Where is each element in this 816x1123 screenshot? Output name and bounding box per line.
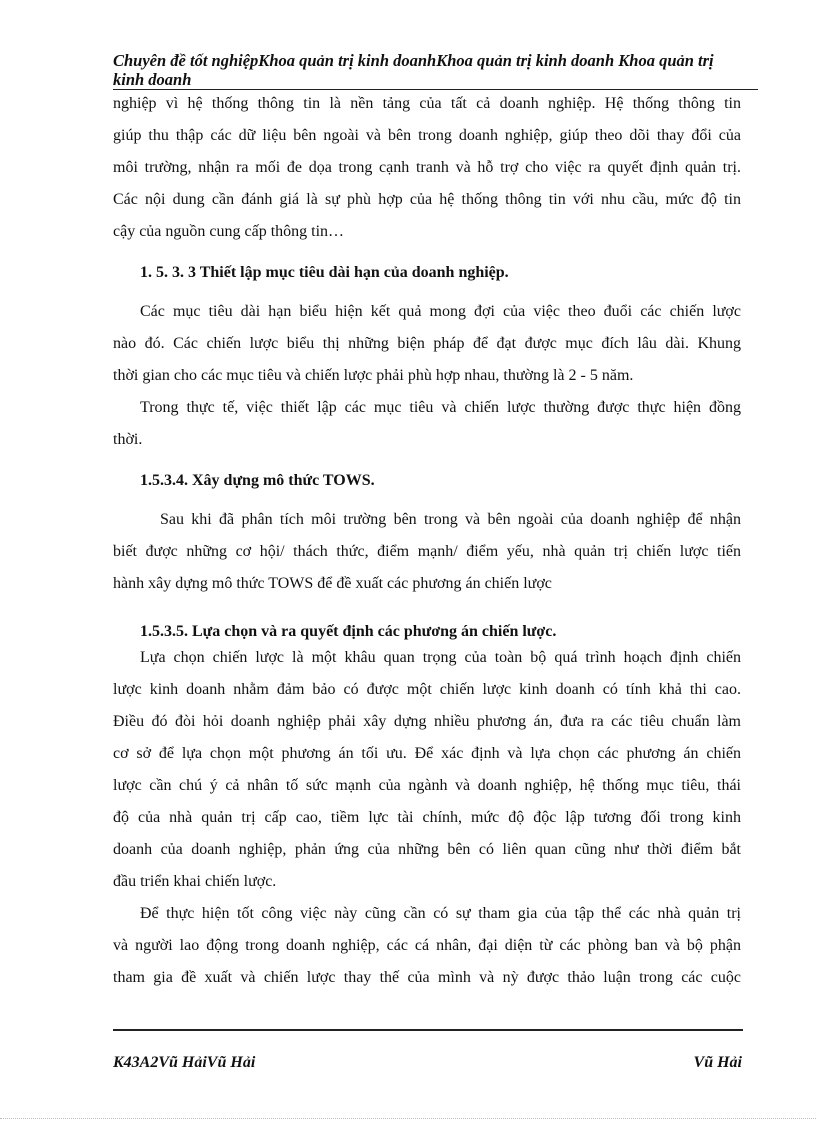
section-heading: 1.5.3.5. Lựa chọn và ra quyết định các phương án chiến lược. — [140, 623, 557, 640]
paragraph-line: nào đó. Các chiến lược biểu thị những biện pháp để đạt được mục đích lâu dài. Khung — [113, 335, 741, 352]
page-header — [113, 51, 758, 90]
paragraph-line: Lựa chọn chiến lược là một khâu quan trọng của toàn bộ quá trình hoạch định chiến — [140, 649, 741, 666]
paragraph-line: Điều đó đòi hỏi doanh nghiệp phải xây dựng nhiều phương án, đưa ra các tiêu chuẩn làm — [113, 713, 741, 730]
paragraph-line: và người lao động trong doanh nghiệp, các cá nhân, đại diện từ các phòng ban và bộ phận — [113, 937, 741, 954]
paragraph-line: nghiệp vì hệ thống thông tin là nền tảng của tất cả doanh nghiệp. Hệ thống thông tin — [113, 95, 741, 112]
header-title-line2: kinh doanh — [113, 70, 192, 89]
paragraph-line: thời gian cho các mục tiêu và chiến lược phải phù hợp nhau, thường là 2 - 5 năm. — [113, 367, 634, 384]
paragraph-line: Để thực hiện tốt công việc này cũng cần có sự tham gia của tập thể các nhà quản trị — [140, 905, 741, 922]
header-title-line1: Chuyên đề tốt nghiệpKhoa quản trị kinh doanhKhoa quản trị kinh doanh Khoa quản trị — [113, 51, 714, 70]
paragraph-line: Các nội dung cần đánh giá là sự phù hợp của hệ thống thông tin với nhu cầu, mức độ tin — [113, 191, 741, 208]
paragraph-line: Sau khi đã phân tích môi trường bên trong và bên ngoài của doanh nghiệp để nhận — [160, 511, 741, 528]
paragraph-line: doanh của doanh nghiệp, phản ứng của những bên có liên quan cũng như thời điểm bắt — [113, 841, 741, 858]
paragraph-line: cơ sở để lựa chọn một phương án tối ưu. Để xác định và lựa chọn các phương án chiến — [113, 745, 741, 762]
paragraph-line: Trong thực tế, việc thiết lập các mục tiêu và chiến lược thường được thực hiện đồng — [140, 399, 741, 416]
paragraph-line: môi trường, nhận ra mối đe dọa trong cạnh tranh và hỗ trợ cho việc ra quyết định quản trị. — [113, 159, 741, 176]
section-heading: 1.5.3.4. Xây dựng mô thức TOWS. — [140, 472, 375, 489]
paragraph-line: độ của nhà quản trị cấp cao, tiềm lực tài chính, mức độ độc lập tương đối trong kinh — [113, 809, 741, 826]
footer-left-text: K43A2Vũ HảiVũ Hải — [113, 1054, 256, 1071]
footer-divider — [113, 1029, 743, 1031]
paragraph-line: Các mục tiêu dài hạn biểu hiện kết quả mong đợi của việc theo đuổi các chiến lược — [140, 303, 741, 320]
paragraph-line: lược cần chú ý cả nhân tố sức mạnh của ngành và doanh nghiệp, hệ thống mục tiêu, thái — [113, 777, 741, 794]
paragraph-line: tham gia đề xuất và chiến lược thay thế của mình và nỳ được thảo luận trong các cuộc — [113, 969, 741, 986]
section-heading: 1. 5. 3. 3 Thiết lập mục tiêu dài hạn của doanh nghiệp. — [140, 264, 509, 281]
paragraph-line: hành xây dựng mô thức TOWS để đề xuất các phương án chiến lược — [113, 575, 552, 592]
paragraph-line: thời. — [113, 431, 143, 448]
page-bottom-edge — [0, 1118, 816, 1119]
paragraph-line: cậy của nguồn cung cấp thông tin… — [113, 223, 345, 240]
footer-right-text: Vũ Hải — [693, 1054, 742, 1071]
paragraph-line: đầu triển khai chiến lược. — [113, 873, 277, 890]
paragraph-line: lược kinh doanh nhằm đảm bảo có được một chiến lược kinh doanh có tính khả thi cao. — [113, 681, 741, 698]
paragraph-line: giúp thu thập các dữ liệu bên ngoài và bên trong doanh nghiệp, giúp theo dõi thay đổi của — [113, 127, 741, 144]
paragraph-line: biết được những cơ hội/ thách thức, điểm mạnh/ điểm yếu, nhà quản trị chiến lược tiến — [113, 543, 741, 560]
